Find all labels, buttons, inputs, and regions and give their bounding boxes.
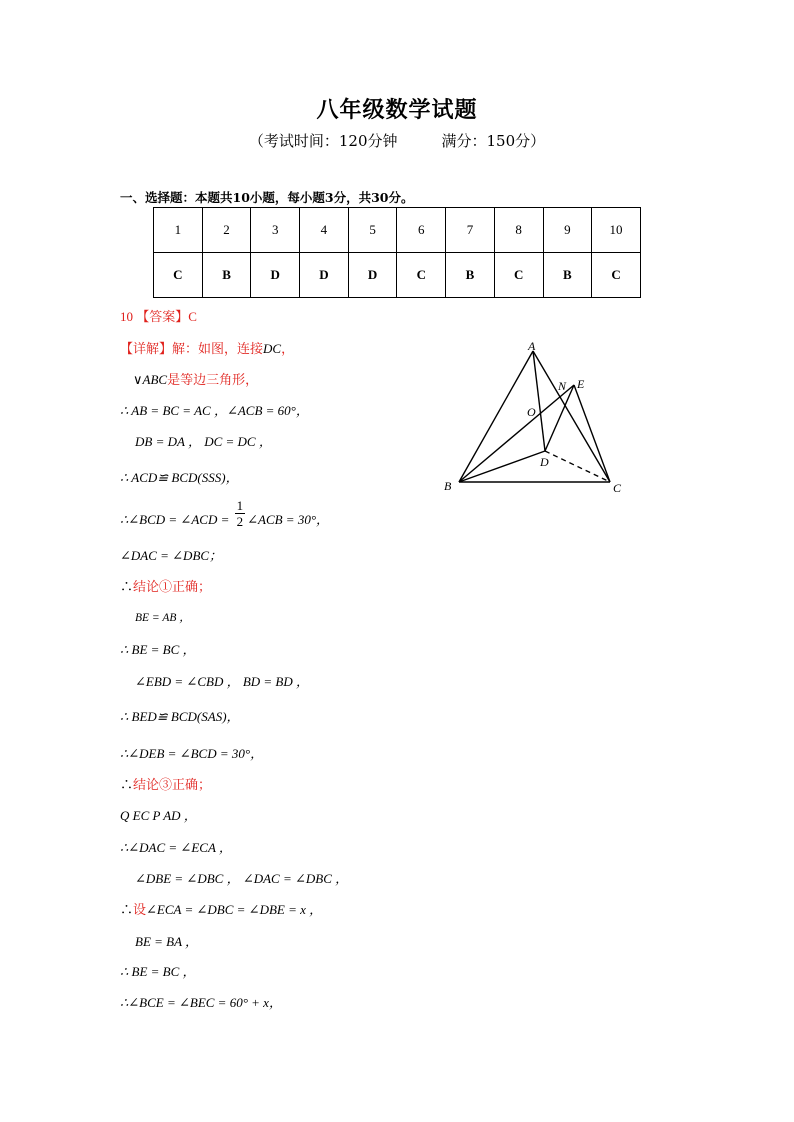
question-number: 5 <box>348 208 397 253</box>
label-B: B <box>444 479 452 493</box>
proof-line: ∴结论③正确； <box>120 777 212 792</box>
proof-line: BE = AB ， <box>135 612 191 624</box>
answer-cell: D <box>251 253 300 298</box>
proof-line: ∴结论①正确； <box>120 579 212 594</box>
proof-line: BE = BA ， <box>135 934 199 949</box>
answer-cell: C <box>154 253 203 298</box>
label-E: E <box>577 377 585 391</box>
question-number: 4 <box>300 208 349 253</box>
answer-table <box>153 207 641 298</box>
answer-cell: D <box>300 253 349 298</box>
label-D: D <box>540 455 549 469</box>
proof-line-fraction: ∴∠BCD = ∠ACD = $\frac{1}{2}$ ∠ACB = 30°， <box>120 498 330 529</box>
proof-line: ∴∠DEB = ∠BCD = 30°， <box>120 746 264 761</box>
answer-table-answers-row <box>154 253 641 298</box>
label-C: C <box>613 481 622 495</box>
segment-BE <box>459 385 574 482</box>
answer-table-numbers-row <box>154 208 641 253</box>
proof-line: ∴ ACD≌ BCD(SSS)， <box>120 470 239 485</box>
proof-line: Q EC P AD ， <box>120 808 197 823</box>
label-O: O <box>527 405 536 419</box>
detail-math: DC <box>263 341 282 356</box>
proof-line: ∴ BE = BC ， <box>120 964 196 979</box>
exam-score: 满分：150分） <box>441 132 546 150</box>
detail-end: ， <box>281 341 295 356</box>
proof-line: ∠DBE = ∠DBC ， ∠DAC = ∠DBC ， <box>135 871 349 886</box>
proof-line: ∴∠BCE = ∠BEC = 60° + x， <box>120 995 282 1010</box>
proof-line: ∨ABC是等边三角形， <box>133 372 259 387</box>
question-number: 10 <box>592 208 641 253</box>
answer-cell: B <box>543 253 592 298</box>
question-number: 1 <box>154 208 203 253</box>
question-number: 3 <box>251 208 300 253</box>
answer-cell: D <box>348 253 397 298</box>
question-number: 2 <box>202 208 251 253</box>
answer-cell: B <box>446 253 495 298</box>
proof-line: ∠DAC = ∠DBC； <box>120 548 223 563</box>
question-number: 9 <box>543 208 592 253</box>
solution-detail <box>120 338 294 357</box>
proof-line: ∠EBD = ∠CBD ， BD = BD ， <box>135 674 310 689</box>
segment-AD <box>533 351 545 451</box>
proof-line: DB = DA ， DC = DC ， <box>135 434 272 449</box>
segment-AB <box>459 351 533 482</box>
label-N: N <box>558 379 567 393</box>
solution-header: 10 【答案】C <box>120 309 197 324</box>
page-title: 八年级数学试题 <box>316 97 478 123</box>
question-number: 7 <box>446 208 495 253</box>
question-number: 8 <box>494 208 543 253</box>
proof-line: ∴设∠ECA = ∠DBC = ∠DBE = x ， <box>120 902 323 917</box>
detail-label: 【详解】解：如图，连接 <box>120 341 264 356</box>
label-A: A <box>528 339 536 353</box>
fraction: $\frac{1}{2}$ <box>236 498 244 529</box>
exam-time: （考试时间：120分钟 <box>248 132 398 150</box>
proof-line: ∴ BED≌ BCD(SAS)， <box>120 709 240 724</box>
answer-cell: C <box>397 253 446 298</box>
proof-line: ∴ BE = BC ， <box>120 642 196 657</box>
answer-cell: B <box>202 253 251 298</box>
answer-cell: C <box>494 253 543 298</box>
section-heading: 一、选择题：本题共10小题，每小题3分，共30分。 <box>120 190 414 205</box>
answer-cell: C <box>592 253 641 298</box>
proof-line: ∴∠DAC = ∠ECA ， <box>120 840 232 855</box>
geometry-figure <box>440 338 640 498</box>
proof-line: ∴ AB = BC = AC ，∠ACB = 60°， <box>120 403 309 418</box>
segment-BD <box>459 451 545 482</box>
exam-info <box>0 130 794 151</box>
question-number: 6 <box>397 208 446 253</box>
